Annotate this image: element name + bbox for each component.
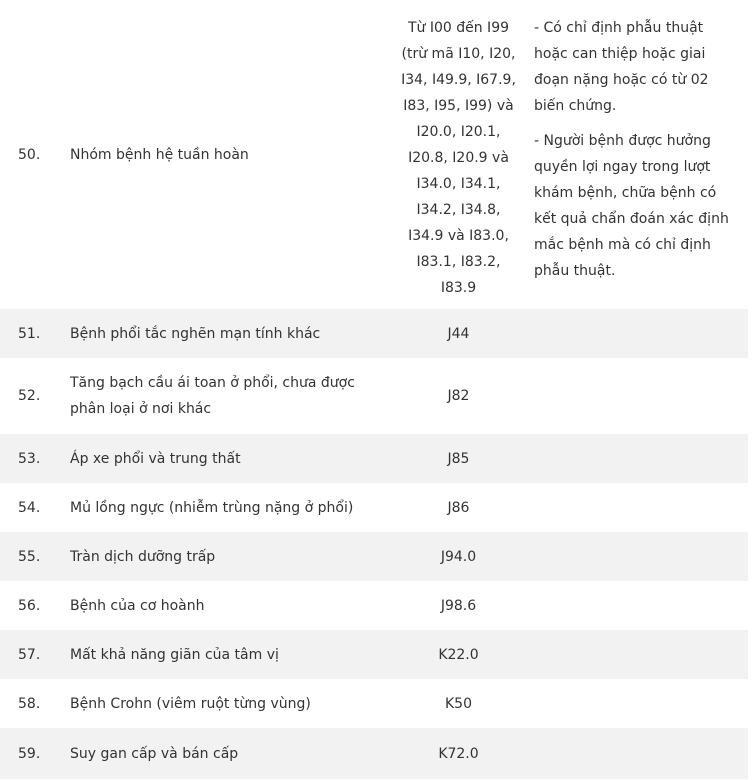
disease-name: Bệnh của cơ hoành <box>70 597 205 614</box>
code-line: (trừ mã I10, I20, <box>401 45 516 62</box>
disease-name: Bệnh phổi tắc nghẽn mạn tính khác <box>58 309 393 358</box>
icd-code: J86 <box>447 499 470 516</box>
icd-code: K22.0 <box>393 630 524 679</box>
disease-name-line: phân loại ở nơi khác <box>70 401 212 417</box>
disease-name: Suy gan cấp và bán cấp <box>58 728 393 779</box>
condition-cell <box>524 309 748 358</box>
code-line: I34.0, I34.1, <box>416 175 501 192</box>
condition-line: - Người bệnh được hưởng <box>534 133 711 149</box>
condition-line: quyền lợi ngay trong lượt <box>534 159 711 175</box>
row-number: 56. <box>18 597 41 614</box>
row-number: 58. <box>18 695 41 712</box>
table-row <box>0 679 748 728</box>
condition-line: hoặc can thiệp hoặc giai <box>534 46 706 62</box>
code-line: I34.9 và I83.0, <box>408 227 509 244</box>
table-row <box>0 728 748 779</box>
table-row <box>0 532 748 581</box>
table-row <box>0 358 748 434</box>
code-line: I34, I49.9, I67.9, <box>401 71 516 88</box>
disease-name: Mất khả năng giãn của tâm vị <box>58 630 393 679</box>
table-row <box>0 630 748 679</box>
icd-code: J98.6 <box>440 597 477 614</box>
table-row <box>0 483 748 532</box>
condition-cell <box>524 532 748 581</box>
icd-code: K72.0 <box>393 728 524 779</box>
code-line: I20.8, I20.9 và <box>408 149 509 166</box>
condition-cell <box>524 679 748 728</box>
condition-line: mắc bệnh mà có chỉ định <box>534 237 711 253</box>
icd-code: J82 <box>447 388 470 404</box>
disease-name: Bệnh Crohn (viêm ruột từng vùng) <box>70 695 311 712</box>
code-line: I20.0, I20.1, <box>416 123 501 140</box>
disease-name: Áp xe phổi và trung thất <box>58 434 393 483</box>
row-number: 51. <box>0 309 58 358</box>
condition-cell <box>524 728 748 779</box>
icd-code <box>393 0 524 309</box>
condition-cell <box>524 483 748 532</box>
table-row <box>0 0 748 309</box>
code-line: Từ I00 đến I99 <box>407 19 510 36</box>
disease-name: Mủ lồng ngực (nhiễm trùng nặng ở phổi) <box>70 499 354 516</box>
condition-cell <box>524 581 748 630</box>
icd-code: J44 <box>393 309 524 358</box>
condition-paragraph <box>534 15 736 119</box>
disease-name: Tràn dịch dưỡng trấp <box>58 532 393 581</box>
icd-code: J85 <box>393 434 524 483</box>
table-row <box>0 581 748 630</box>
condition-cell <box>524 434 748 483</box>
icd-code: K50 <box>445 695 472 712</box>
row-number: 52. <box>18 388 41 404</box>
disease-name-line: Tăng bạch cầu ái toan ở phổi, chưa được <box>70 375 355 391</box>
condition-line: khám bệnh, chữa bệnh có <box>534 185 717 201</box>
table-row <box>0 434 748 483</box>
row-number: 53. <box>0 434 58 483</box>
condition-line: kết quả chẩn đoán xác định <box>534 211 729 227</box>
condition-line: phẫu thuật. <box>534 263 616 279</box>
condition-line: - Có chỉ định phẫu thuật <box>534 20 704 36</box>
condition-cell <box>524 358 748 434</box>
code-line: I34.2, I34.8, <box>416 201 501 218</box>
table-row <box>0 309 748 358</box>
row-number: 55. <box>0 532 58 581</box>
row-number: 59. <box>0 728 58 779</box>
icd-code: J94.0 <box>393 532 524 581</box>
condition-paragraph <box>534 128 736 284</box>
code-line: I83, I95, I99) và <box>403 97 514 114</box>
row-number: 54. <box>18 499 41 516</box>
row-number: 50. <box>18 146 41 163</box>
disease-name: Nhóm bệnh hệ tuần hoàn <box>70 146 249 163</box>
code-line: I83.1, I83.2, <box>416 253 501 270</box>
row-number: 57. <box>0 630 58 679</box>
condition-cell <box>524 630 748 679</box>
condition-line: đoạn nặng hoặc có từ 02 <box>534 72 709 88</box>
condition-cell <box>524 0 748 309</box>
code-line: I83.9 <box>440 279 477 296</box>
disease-name <box>58 358 393 434</box>
condition-line: biến chứng. <box>534 98 617 114</box>
